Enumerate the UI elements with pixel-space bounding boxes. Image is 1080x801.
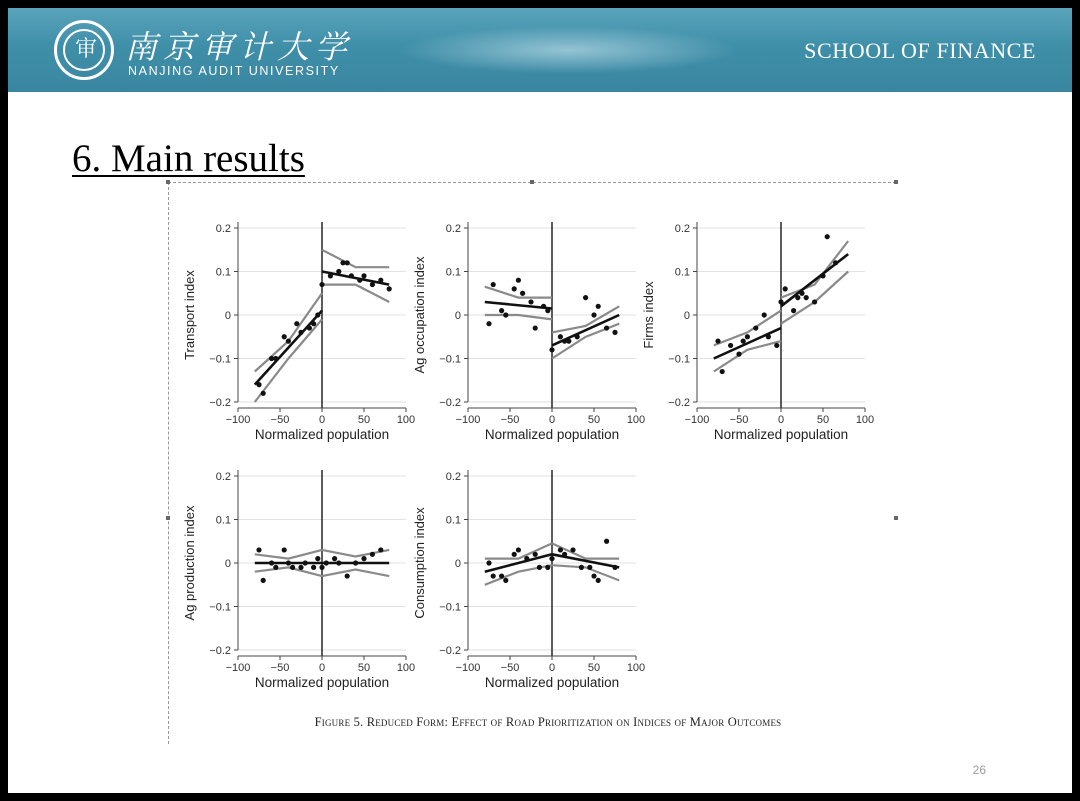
y-tick-label: 0.1 <box>674 266 690 279</box>
data-point <box>715 339 720 344</box>
data-point <box>503 578 508 583</box>
confidence-band <box>322 285 389 302</box>
data-point <box>319 565 324 570</box>
x-tick-label: 100 <box>855 414 875 426</box>
x-axis-label: Normalized population <box>254 427 390 442</box>
x-tick-label: 50 <box>357 662 371 674</box>
y-tick-label: −0.2 <box>439 397 461 409</box>
data-point <box>491 573 496 578</box>
x-tick-label: −50 <box>500 662 520 674</box>
x-tick-label: −50 <box>729 414 749 426</box>
chart-panel <box>412 470 645 690</box>
data-point <box>378 278 383 283</box>
x-tick-label: 100 <box>626 662 646 674</box>
data-point <box>579 565 584 570</box>
data-point <box>736 352 741 357</box>
data-point <box>558 547 563 552</box>
x-tick-label: −50 <box>500 414 520 426</box>
confidence-band <box>485 287 552 298</box>
confidence-band <box>322 570 389 577</box>
university-logo <box>54 20 114 80</box>
x-tick-label: 0 <box>318 662 326 674</box>
data-point <box>783 286 788 291</box>
data-point <box>591 573 596 578</box>
confidence-band <box>255 550 322 559</box>
data-point <box>353 560 358 565</box>
data-point <box>570 547 575 552</box>
data-point <box>311 321 316 326</box>
data-point <box>387 286 392 291</box>
x-tick-label: −50 <box>270 662 290 674</box>
data-point <box>549 347 554 352</box>
data-point <box>290 565 295 570</box>
data-point <box>370 282 375 287</box>
data-point <box>499 573 504 578</box>
x-tick-label: 50 <box>587 414 601 426</box>
chart-panel <box>412 222 645 442</box>
confidence-band <box>485 315 552 319</box>
y-axis-label: Consumption index <box>412 507 427 619</box>
page-number: 26 <box>972 763 986 777</box>
fit-line <box>322 272 389 285</box>
data-point <box>558 334 563 339</box>
data-point <box>256 547 261 552</box>
confidence-band <box>714 311 781 346</box>
data-point <box>512 552 517 557</box>
data-point <box>541 304 546 309</box>
data-point <box>269 560 274 565</box>
y-tick-label: 0 <box>454 310 461 322</box>
data-point <box>562 552 567 557</box>
confidence-band <box>255 319 322 402</box>
data-point <box>795 295 800 300</box>
data-point <box>753 325 758 330</box>
y-tick-label: 0.1 <box>215 266 231 279</box>
data-point <box>303 560 308 565</box>
fit-line <box>255 311 322 385</box>
data-point <box>774 343 779 348</box>
data-point <box>486 560 491 565</box>
data-point <box>503 312 508 317</box>
y-axis-label: Transport index <box>182 270 197 360</box>
data-point <box>332 556 337 561</box>
data-point <box>298 330 303 335</box>
x-tick-label: −100 <box>225 414 251 426</box>
data-point <box>328 273 333 278</box>
chart-panel <box>182 222 415 442</box>
selection-handle[interactable] <box>894 516 898 520</box>
figure-caption: Figure 5. Reduced Form: Effect of Road Prioritization on Indices of Major Outcomes <box>314 715 782 729</box>
data-point <box>282 334 287 339</box>
x-tick-label: 50 <box>357 414 371 426</box>
data-point <box>612 330 617 335</box>
logo-glyph: 审 <box>74 37 97 62</box>
x-tick-label: −100 <box>225 662 251 674</box>
data-point <box>286 339 291 344</box>
data-point <box>545 565 550 570</box>
university-name-cn: 南京审计大学 <box>125 28 354 66</box>
university-name-en: NANJING AUDIT UNIVERSITY <box>128 64 340 78</box>
y-axis-label: Ag production index <box>182 505 197 621</box>
data-point <box>812 299 817 304</box>
y-tick-label: 0.2 <box>445 471 461 483</box>
x-tick-label: 50 <box>587 662 601 674</box>
data-point <box>533 552 538 557</box>
data-point <box>370 552 375 557</box>
data-point <box>282 547 287 552</box>
data-point <box>583 295 588 300</box>
slide <box>8 8 1072 793</box>
confidence-band <box>714 341 781 371</box>
data-point <box>512 286 517 291</box>
data-point <box>311 565 316 570</box>
x-tick-label: −50 <box>270 414 290 426</box>
x-axis-label: Normalized population <box>713 427 849 442</box>
data-point <box>516 278 521 283</box>
data-point <box>537 565 542 570</box>
x-tick-label: 100 <box>396 414 416 426</box>
data-point <box>549 556 554 561</box>
data-point <box>315 312 320 317</box>
data-point <box>587 565 592 570</box>
data-point <box>516 547 521 552</box>
data-point <box>745 334 750 339</box>
slide-title: 6. Main results <box>72 137 305 180</box>
y-axis-label: Firms index <box>641 281 656 349</box>
data-point <box>361 556 366 561</box>
data-point <box>791 308 796 313</box>
data-point <box>491 282 496 287</box>
x-axis-label: Normalized population <box>484 675 620 690</box>
chart-panel <box>641 222 874 442</box>
y-tick-label: 0.2 <box>445 223 461 235</box>
data-point <box>315 556 320 561</box>
data-point <box>286 560 291 565</box>
figure-panels <box>168 198 888 703</box>
x-tick-label: 0 <box>318 414 326 426</box>
y-tick-label: −0.1 <box>209 353 231 366</box>
data-point <box>336 269 341 274</box>
selection-handle[interactable] <box>530 180 534 184</box>
x-axis-label: Normalized population <box>484 427 620 442</box>
y-tick-label: 0 <box>454 558 461 570</box>
x-tick-label: 0 <box>548 662 556 674</box>
data-point <box>804 295 809 300</box>
data-point <box>336 560 341 565</box>
data-point <box>319 282 324 287</box>
data-point <box>612 565 617 570</box>
data-point <box>378 547 383 552</box>
data-point <box>820 273 825 278</box>
data-point <box>307 325 312 330</box>
data-point <box>361 273 366 278</box>
x-tick-label: 50 <box>816 414 830 426</box>
x-tick-label: 100 <box>626 414 646 426</box>
x-tick-label: 0 <box>777 414 785 426</box>
y-tick-label: −0.1 <box>439 601 461 614</box>
y-tick-label: 0.1 <box>445 514 461 527</box>
y-axis-label: Ag occupation index <box>412 256 427 374</box>
data-point <box>741 339 746 344</box>
data-point <box>778 299 783 304</box>
data-point <box>528 299 533 304</box>
data-point <box>345 260 350 265</box>
data-point <box>604 325 609 330</box>
data-point <box>766 334 771 339</box>
y-tick-label: −0.1 <box>439 353 461 366</box>
data-point <box>499 308 504 313</box>
y-tick-label: −0.2 <box>209 397 231 409</box>
confidence-band <box>781 241 848 298</box>
y-tick-label: 0 <box>683 310 690 322</box>
data-point <box>256 382 261 387</box>
data-point <box>524 556 529 561</box>
data-point <box>273 356 278 361</box>
banner-glow <box>398 26 738 74</box>
x-tick-label: −100 <box>455 414 481 426</box>
data-point <box>728 343 733 348</box>
data-point <box>520 291 525 296</box>
x-tick-label: 0 <box>548 414 556 426</box>
selection-handle[interactable] <box>166 180 170 184</box>
y-tick-label: 0.1 <box>445 266 461 279</box>
data-point <box>596 304 601 309</box>
x-tick-label: −100 <box>455 662 481 674</box>
y-tick-label: −0.1 <box>209 601 231 614</box>
header-banner <box>8 8 1072 92</box>
y-tick-label: 0.2 <box>215 223 231 235</box>
data-point <box>575 334 580 339</box>
y-tick-label: 0.1 <box>215 514 231 527</box>
data-point <box>533 325 538 330</box>
data-point <box>596 578 601 583</box>
logo-seal <box>63 29 105 71</box>
data-point <box>298 565 303 570</box>
data-point <box>799 291 804 296</box>
y-tick-label: −0.2 <box>439 645 461 657</box>
selection-handle[interactable] <box>894 180 898 184</box>
data-point <box>762 312 767 317</box>
y-tick-label: −0.2 <box>668 397 690 409</box>
data-point <box>604 539 609 544</box>
confidence-band <box>552 565 619 580</box>
x-tick-label: 100 <box>396 662 416 674</box>
data-point <box>486 321 491 326</box>
y-tick-label: 0 <box>224 310 231 322</box>
confidence-band <box>322 250 389 267</box>
y-tick-label: 0.2 <box>674 223 690 235</box>
data-point <box>545 308 550 313</box>
y-tick-label: 0.2 <box>215 471 231 483</box>
data-point <box>833 260 838 265</box>
y-tick-label: 0 <box>224 558 231 570</box>
x-tick-label: −100 <box>684 414 710 426</box>
school-name: SCHOOL OF FINANCE <box>804 38 1036 63</box>
data-point <box>345 573 350 578</box>
data-point <box>294 321 299 326</box>
data-point <box>357 278 362 283</box>
data-point <box>825 234 830 239</box>
data-point <box>261 578 266 583</box>
x-axis-label: Normalized population <box>254 675 390 690</box>
data-point <box>720 369 725 374</box>
y-tick-label: −0.1 <box>668 353 690 366</box>
data-point <box>566 339 571 344</box>
y-tick-label: −0.2 <box>209 645 231 657</box>
data-point <box>349 273 354 278</box>
data-point <box>324 560 329 565</box>
data-point <box>591 312 596 317</box>
data-point <box>273 565 278 570</box>
data-point <box>261 391 266 396</box>
chart-panel <box>182 470 415 690</box>
